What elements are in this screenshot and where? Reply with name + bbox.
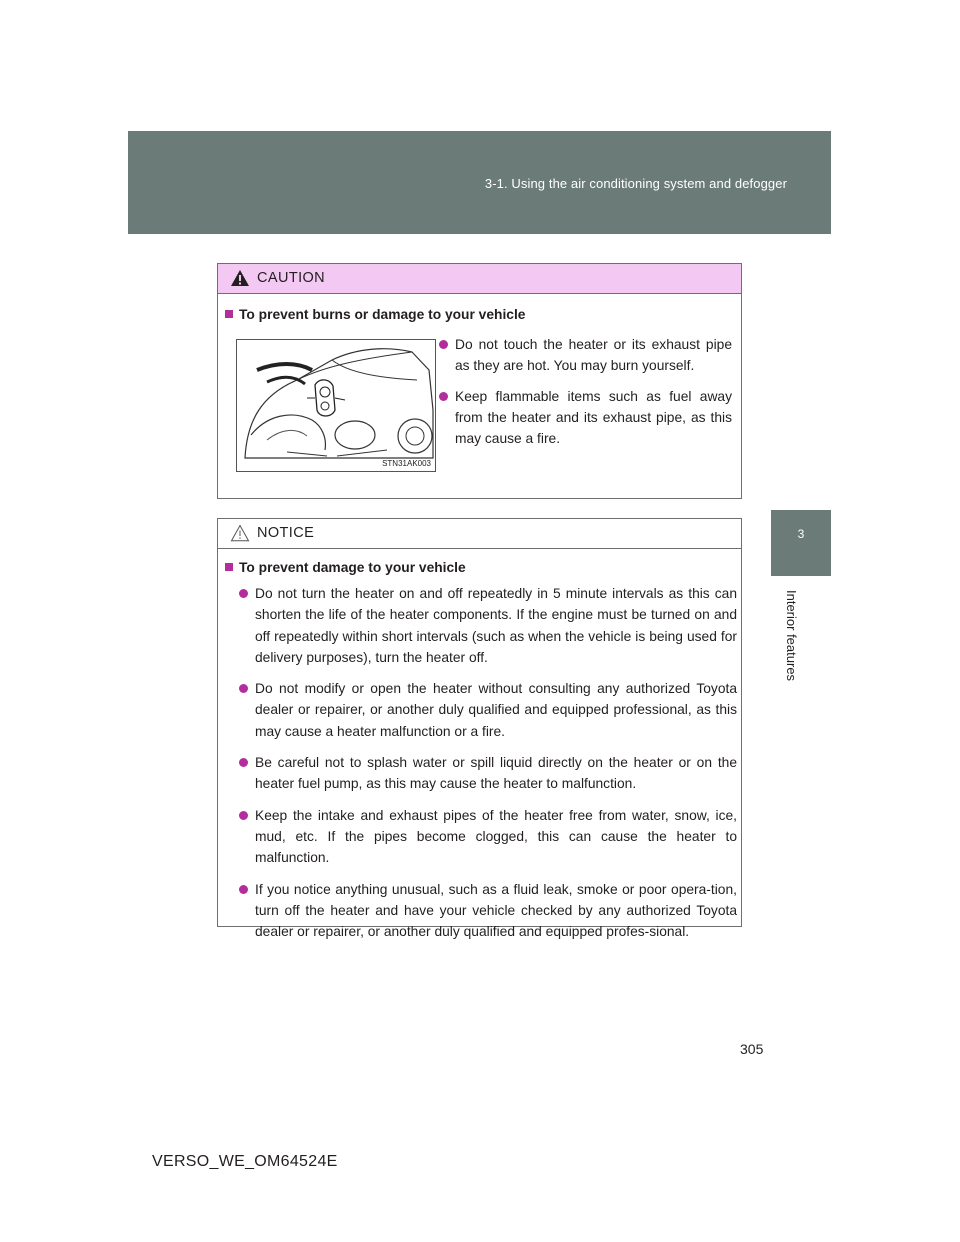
caution-subheading-text: To prevent burns or damage to your vehicle [239,307,526,322]
square-bullet-icon [225,310,233,318]
list-item: Do not turn the heater on and off repeatedly in 5 minute intervals as this can shorten the life of the heater components. If the engine must be turned on and off repeatedly within short intervals (such as when the vehicle is being used for delivery purposes), turn the heater off. [238,583,737,668]
square-bullet-icon [225,563,233,571]
notice-subheading-text: To prevent damage to your vehicle [239,560,466,575]
caution-subheading [225,307,525,322]
warning-outline-icon [230,524,250,542]
chapter-label: Interior features [784,590,799,682]
chapter-number: 3 [797,527,805,541]
caution-box [217,263,742,499]
round-bullet-icon [239,885,248,894]
notice-bullet-list [238,583,737,952]
page-number: 305 [740,1041,764,1057]
document-code: VERSO_WE_OM64524E [152,1153,338,1170]
notice-title: NOTICE [257,525,315,541]
notice-box [217,518,742,940]
caution-title: CAUTION [257,270,326,286]
section-title: 3-1. Using the air conditioning system and defogger [484,176,787,191]
header-band [128,131,831,234]
list-item: If you notice anything unusual, such as a fluid leak, smoke or poor opera-tion, turn off the heater and have your vehicle checked by any authorized Toyota dealer or repairer, or another duly qualified and equipped profes-sional. [238,879,737,943]
notice-subheading [225,560,466,575]
list-item: Keep flammable items such as fuel away from the heater and its exhaust pipe, as this may cause a fire. [438,386,732,450]
list-item: Keep the intake and exhaust pipes of the heater free from water, snow, ice, mud, etc. If the pipes become clogged, this can cause the heater to malfunction. [238,805,737,869]
round-bullet-icon [439,392,448,401]
car-front-illustration [237,340,435,471]
round-bullet-icon [439,340,448,349]
caution-bullet-list [438,334,732,458]
list-item: Do not modify or open the heater without consulting any authorized Toyota dealer or repairer, or another duly qualified and equipped professional, as this may cause a heater malfunction or a fire. [238,678,737,742]
figure-code: STN31AK003 [382,459,431,468]
list-item: Do not touch the heater or its exhaust pipe as they are hot. You may burn yourself. [438,334,732,377]
round-bullet-icon [239,811,248,820]
chapter-tab [771,510,831,576]
round-bullet-icon [239,589,248,598]
notice-header [218,519,741,549]
caution-header [218,264,741,294]
heater-illustration [236,339,436,472]
round-bullet-icon [239,684,248,693]
round-bullet-icon [239,758,248,767]
list-item: Be careful not to splash water or spill liquid directly on the heater or on the heater fuel pump, as this may cause the heater to malfunction. [238,752,737,795]
warning-triangle-icon [230,269,250,287]
